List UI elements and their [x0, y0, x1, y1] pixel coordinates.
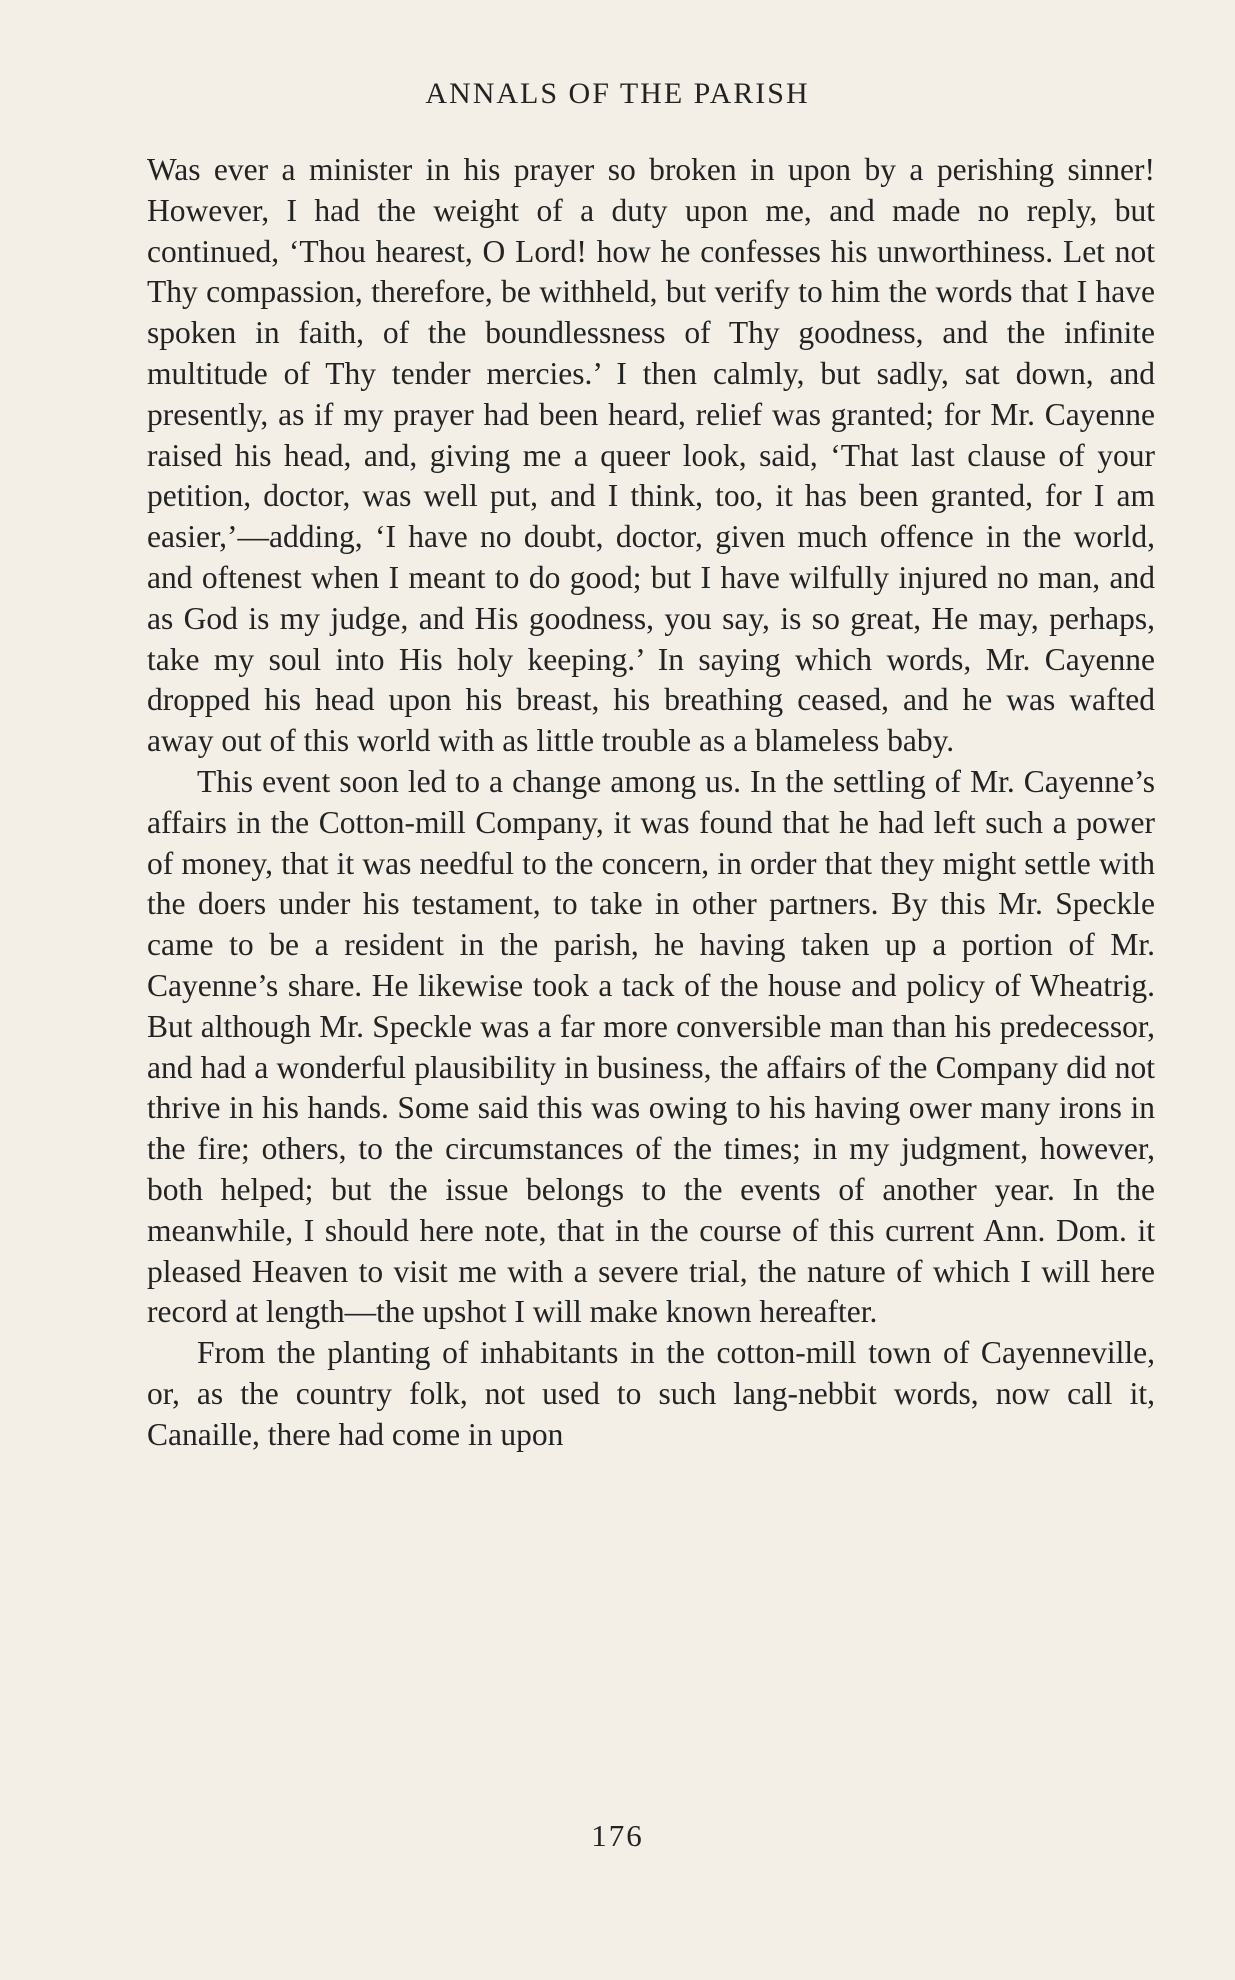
paragraph-continued: Was ever a minister in his prayer so broken in upon by a perishing sinner! However, I had the weight of a duty upon me, and made no reply, but continued, ‘Thou hearest, O Lord! how he confesses his unworthiness. Let not Thy compassion, therefore, be withheld, but verify to him the words that I have spoken in faith, of the boundlessness of Thy goodness, and the infinite multitude of Thy tender mercies.’ I then calmly, but sadly, sat down, and presently, as if my prayer had been heard, relief was granted; for Mr. Cayenne raised his head, and, giving me a queer look, said, ‘That last clause of your petition, doctor, was well put, and I think, too, it has been granted, for I am easier,’—adding, ‘I have no doubt, doctor, given much offence in the world, and oftenest when I meant to do good; but I have wilfully injured no man, and as God is my judge, and His goodness, you say, is so great, He may, perhaps, take my soul into His holy keeping.’ In saying which words, Mr. Cayenne dropped his head upon his breast, his breathing ceased, and he was wafted away out of this world with as little trouble as a blameless baby. — [147, 152, 1155, 759]
page-number: 176 — [591, 1818, 644, 1853]
paragraph: From the planting of inhabitants in the cotton-mill town of Cayenneville, or, as the country folk, not used to such lang-nebbit words, now call it, Canaille, there had come in upon — [147, 1335, 1155, 1452]
paragraph: This event soon led to a change among us. In the settling of Mr. Cayenne’s affairs in the Cotton-mill Company, it was found that he had left such a power of money, that it was needful to the concern, in order that they might settle with the doers under his testament, to take in other partners. By this Mr. Speckle came to be a resident in the parish, he having taken up a portion of Mr. Cayenne’s share. He likewise took a tack of the house and policy of Wheatrig. But although Mr. Speckle was a far more conversible man than his predecessor, and had a wonderful plausibility in business, the affairs of the Company did not thrive in his hands. Some said this was owing to his having ower many irons in the fire; others, to the circumstances of the times; in my judgment, however, both helped; but the issue belongs to the events of another year. In the meanwhile, I should here note, that in the course of this current Ann. Dom. it pleased Heaven to visit me with a severe trial, the nature of which I will here record at length—the upshot I will make known hereafter. — [147, 763, 1155, 1330]
running-title: ANNALS OF THE PARISH — [425, 77, 810, 110]
body-text — [147, 150, 1155, 1456]
